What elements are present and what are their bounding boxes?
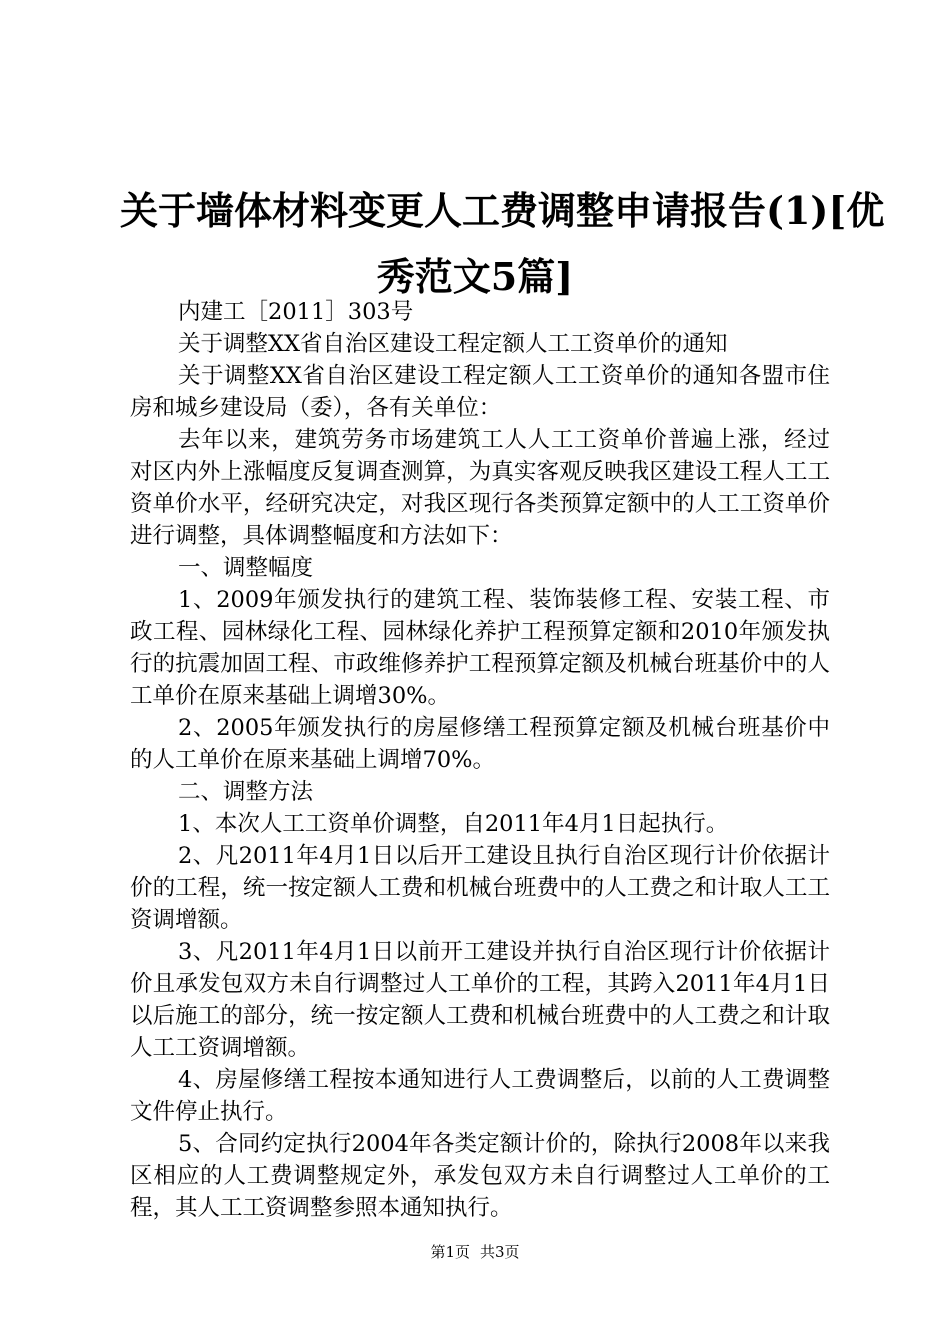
page-number-total: 共3页	[480, 1243, 520, 1261]
method-item-4: 4、房屋修缮工程按本通知进行人工费调整后，以前的人工费调整文件停止执行。	[130, 1067, 830, 1125]
doc-number: 内建工［2011］303号	[178, 299, 414, 325]
range-item-2: 2、2005年颁发执行的房屋修缮工程预算定额及机械台班基价中的人工单价在原来基础上调增70%。	[130, 715, 830, 773]
section-heading-adjustment-method: 二、调整方法	[178, 779, 314, 805]
title-line-2: 秀范文5篇]	[376, 254, 574, 299]
page-number-current: 第1页	[430, 1243, 470, 1261]
document-title	[120, 178, 885, 310]
method-item-5: 5、合同约定执行2004年各类定额计价的，除执行2008年以来我区相应的人工费调整规定外，承发包双方未自行调整过人工单价的工程，其人工工资调整参照本通知执行。	[130, 1131, 830, 1221]
page-footer	[0, 1242, 950, 1262]
salutation-paragraph: 关于调整XX省自治区建设工程定额人工工资单价的通知各盟市住房和城乡建设局（委），各有关单位：	[130, 363, 830, 421]
title-line-1: 关于墙体材料变更人工费调整申请报告(1)[优	[120, 188, 885, 233]
method-item-2: 2、凡2011年4月1日以后开工建设且执行自治区现行计价依据计价的工程，统一按定额人工费和机械台班费中的人工费之和计取人工工资调增额。	[130, 843, 830, 933]
method-item-1: 1、本次人工工资单价调整，自2011年4月1日起执行。	[178, 811, 729, 837]
notice-title: 关于调整XX省自治区建设工程定额人工工资单价的通知	[178, 331, 728, 357]
method-item-3: 3、凡2011年4月1日以前开工建设并执行自治区现行计价依据计价且承发包双方未自行调整过人工单价的工程，其跨入2011年4月1日以后施工的部分，统一按定额人工费和机械台班费中的人工费之和计取人工工资调增额。	[130, 939, 830, 1061]
intro-paragraph: 去年以来，建筑劳务市场建筑工人人工工资单价普遍上涨，经过对区内外上涨幅度反复调查测算，为真实客观反映我区建设工程人工工资单价水平，经研究决定，对我区现行各类预算定额中的人工工资单价进行调整，具体调整幅度和方法如下：	[130, 427, 830, 549]
document-body	[130, 296, 830, 1224]
range-item-1: 1、2009年颁发执行的建筑工程、装饰装修工程、安装工程、市政工程、园林绿化工程、园林绿化养护工程预算定额和2010年颁发执行的抗震加固工程、市政维修养护工程预算定额及机械台班基价中的人工单价在原来基础上调增30%。	[130, 587, 830, 709]
section-heading-adjustment-range: 一、调整幅度	[178, 555, 314, 581]
